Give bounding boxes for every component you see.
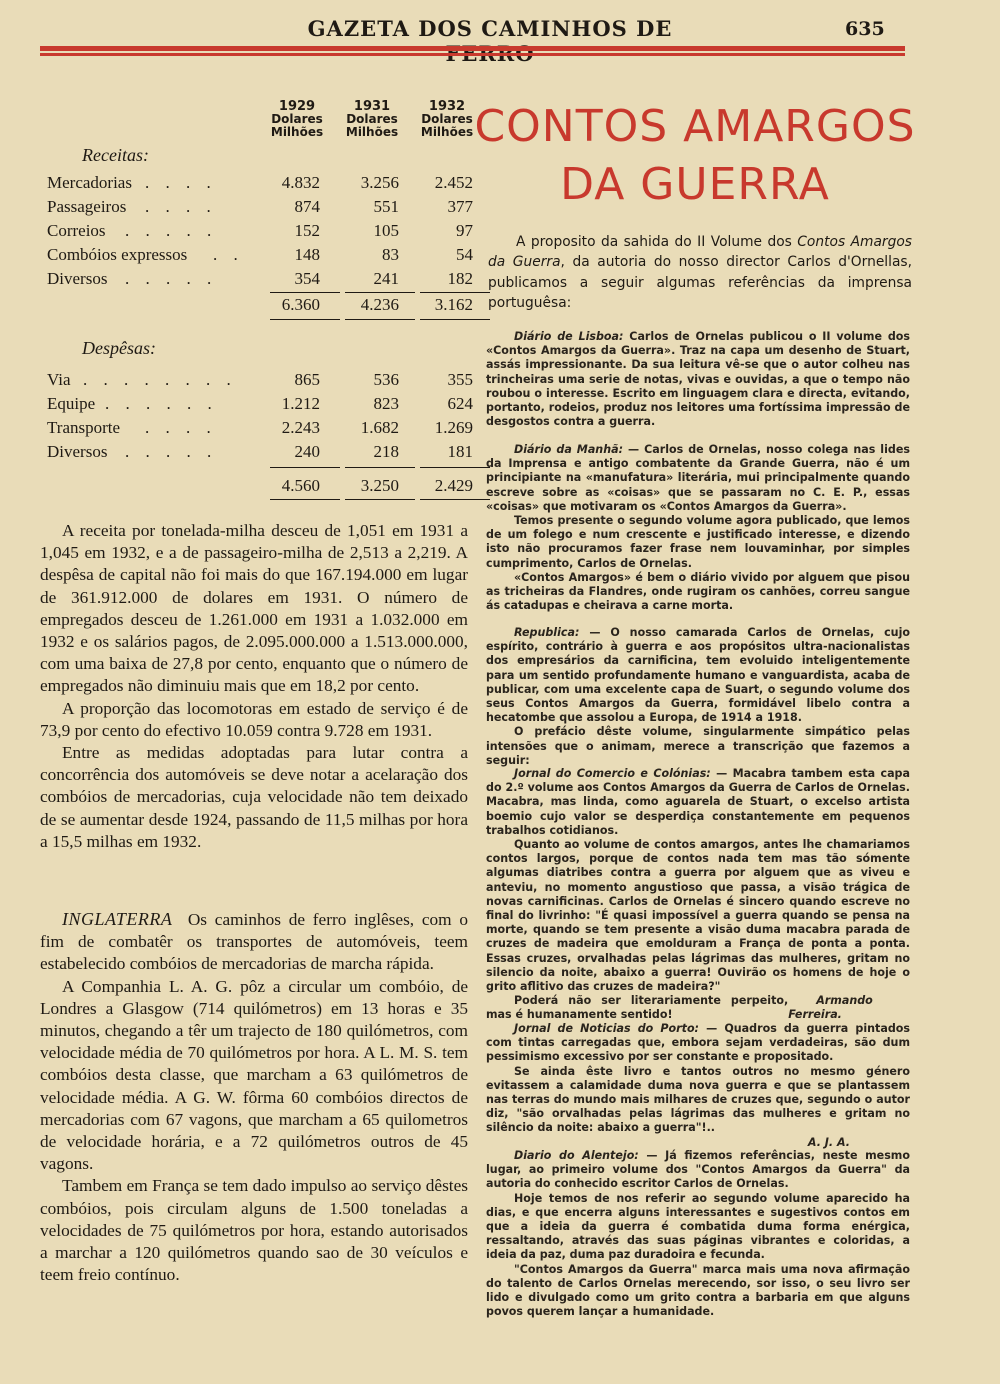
press-quote-diario-lisboa: Diário de Lisboa: Carlos de Ornelas publicou o II volume dos «Contos Amargos da Guerra». Traz na capa um desenho de Stuart, assás impressionante. Da sua leitura vê-se que o autor colheu nas trincheiras uma serie de notas, vivas e ouvidas, a que o tempo não roubou o interesse. Escrito em linguagem clara e directa, evitando, portanto, rodeios, produz nos leitores uma fortíssima impressão de desgostos contra a guerra. [486, 330, 910, 429]
column-header-1931: 1931 Dolares Milhões [345, 99, 399, 139]
column-header-1932: 1932 Dolares Milhões [420, 99, 474, 139]
article-title-line2: DA GUERRA [560, 159, 830, 210]
table-row: Equipe . . . . . . 1.212 823 624 [47, 394, 473, 413]
table-row: Passageiros . . . . 874 551 377 [47, 197, 473, 216]
paragraph: INGLATERRA Os caminhos de ferro inglêses, com o fim de combatêr os transportes de automóveis, teem estabelecido combóios de mercadorias de marcha rápida. [40, 909, 469, 974]
left-article-text [40, 520, 468, 853]
page-number: 635 [845, 18, 885, 40]
receitas-label: Receitas: [82, 145, 149, 165]
inglaterra-section [40, 908, 468, 1286]
total-underline [420, 319, 490, 320]
table-row: Mercadorias . . . . 4.832 3.256 2.452 [47, 173, 473, 192]
total-underline [345, 319, 415, 320]
press-quote-diario-manha: Diário da Manhã: — Carlos de Ornelas, nosso colega nas lides da Imprensa e antigo combatente da Grande Guerra, não é um principiante na «manufatura» literária, mui principalmente quando escreve sobre as «coisas» que se passaram no C. E. P., essas «coisas» que motivaram os «Contos Amargos da Guerra». Temos presente o segundo volume agora publicado, que lemos de um folego e num crescente e justificado interesse, e dizendo isto não procuramos fazer frase nem louvaminhar, por simples cumprimento, Carlos de Ornelas. «Contos Amargos» é bem o diário vivido por alguem que pisou as tricheiras da Flandres, onde rugiram os canhões, correu sangue ás catadupas e cheirava a carne morta. [486, 443, 910, 613]
total-underline [420, 499, 490, 500]
total-rule [270, 467, 340, 468]
table-row: Via . . . . . . . . 865 536 355 [47, 370, 473, 389]
press-quote-republica: Republica: — O nosso camarada Carlos de Ornelas, cujo espírito, contrário à guerra e aos propósitos ultra-nacionalistas dos empresários da carnificina, tem evoluido inteligentemente para um sentido profundamente humano e vanguardista, acaba de publicar, com uma excelente capa de Suart, o segundo volume dos seus Contos Amargos da Guerra, formidável libelo contra a hecatombe que assolou a Europa, de 1914 a 1918. O prefácio dêste volume, singularmente simpático pelas intensões que o animam, merece a transcrição que fazemos a seguir: [486, 626, 910, 767]
article-title-line1: CONTOS AMARGOS [474, 101, 916, 152]
paragraph: A Companhia L. A. G. pôz a circular um combóio, de Londres a Glasgow (714 quilómetros) em 13 horas e 35 minutos, chegando a têr um trajecto de 180 quilómetros, com velocidade média de 70 quilómetros por hora. A L. M. S. tem combóios desta classe, que marcham a 63 quilómetros de velocidade média. A G. W. fôrma 60 combóios directos de mercadorias com 67 vagons, que marcham a 65 quilometros de velocidade horária, e a 72 quilómetros outros de 45 vagons. [40, 976, 468, 1174]
article-intro: A proposito da sahida do II Volume dos Contos Amargos da Guerra, da autoria do nosso director Carlos d'Ornellas, publicamos a seguir algumas referências da imprensa portuguêsa: [488, 234, 912, 312]
running-header-title: GAZETA DOS CAMINHOS DE [307, 16, 673, 41]
press-quote-diario-alentejo: Diario do Alentejo: — Já fizemos referências, neste mesmo lugar, ao primeiro volume dos "Contos Amargos da Guerra" da autoria do conhecido escritor Carlos de Ornelas. Hoje temos de nos referir ao segundo volume aparecido ha dias, e que encerra alguns interessantes e sugestivos contos em que a ideia da guerra é combatida duma forma enérgica, ressaltando, através das suas páginas vibrantes e coloridas, a ideia da paz, duma paz duradoira e fecunda. "Contos Amargos da Guerra" marca mais uma nova afirmação do talento de Carlos Ornelas merecendo, sor isso, o seu livro ser lido e divulgado como um grito contra a barbaria em que alguns povos querem lançar a humanidade. [486, 1149, 910, 1319]
table-row: Combóios expressos . . 148 83 54 [47, 245, 473, 264]
header-rule-thin [40, 53, 905, 56]
paragraph: A receita por tonelada-milha desceu de 1,051 em 1931 a 1,045 em 1932, e a de passageiro-milha de 2,513 a 2,219. A despêsa de capital não foi mais do que 167.194.000 em lugar de 361.912.000 de dolares em 1931. O número de empregados desceu de 1.261.000 em 1931 a 1.032.000 em 1932 e os salários pagos, de 2.095.000.000 a 1.513.000.000, com uma baixa de 27,8 por cento, enquanto que o número de empregados não diminuiu mais que em 18,2 por cento. [40, 521, 468, 696]
paragraph: Tambem em França se tem dado impulso ao serviço dêstes combóios, pois circulam alguns de 1.500 toneladas a velocidades de 75 quilómetros por hora, estando autorisados a marchar a 120 quilómetros quando sao de 30 veículos e teem freio contínuo. [40, 1176, 468, 1285]
receitas-total-row: 6.360 4.236 3.162 [281, 295, 473, 314]
column-header-1929: 1929 Dolares Milhões [270, 99, 324, 139]
total-rule [345, 467, 415, 468]
total-underline [270, 319, 340, 320]
signature: A. J. A. [807, 1135, 850, 1149]
paragraph: Entre as medidas adoptadas para lutar contra a concorrência dos automóveis se deve notar a acelaração dos combóios de mercadorias, cuja velocidade não tem deixado de se aumentar desde 1924, passando de 11,5 milhas por hora a 15,5 milhas em 1932. [40, 743, 468, 851]
paragraph: A proporção das locomotoras em estado de serviço é de 73,9 por cento do efectivo 10.059 contra 9.728 em 1931. [40, 698, 468, 740]
despesas-label: Despêsas: [82, 338, 156, 358]
header-rule [40, 46, 905, 51]
despesas-total-row: 4.560 3.250 2.429 [281, 476, 473, 495]
table-row: Transporte . . . . 2.243 1.682 1.269 [47, 418, 473, 437]
press-quote-jornal-comercio: Jornal do Comercio e Colónias: — Macabra tambem esta capa do 2.º volume aos Contos Amargos da Guerra de Carlos de Ornelas. Macabra, mas linda, como aguarela de Stuart, o excelso artista boemio cujo valor se desperdiça constantemente em pequenos trabalhos cotidianos. Quanto ao volume de contos amargos, antes lhe chamariamos contos largos, porque de contos nada tem mas tão sómente algumas diatribes contra a guerra por alguem que as viveu e anteviu, no momento angustioso que passa, a visão trágica de novas carnificinas. Carlos de Ornelas é sincero quando escreve no final do livrinho: "É quasi impossível a guerra quando se pensa na morte, quando se tem presente a visão duma macabra parada de cruzes de madeira que emolduram a França de ponta a ponta. Essas cruzes, orvalhadas pelas lágrimas das mulheres, gritam no silencio da noite, abaixo a guerra! Ouvirão os homens de hoje o grito aflitivo das cruzes de madeira?" Poderá não ser literariamente perpeito, mas é humanamente sentido! Armando Ferreira. [486, 767, 910, 1022]
table-row: Diversos . . . . . 354 241 182 [47, 269, 473, 288]
table-row: Correios . . . . . 152 105 97 [47, 221, 473, 240]
total-rule [420, 467, 490, 468]
total-underline [345, 499, 415, 500]
table-row: Diversos . . . . . 240 218 181 [47, 442, 473, 461]
total-underline [270, 499, 340, 500]
press-quote-jornal-noticias: Jornal de Noticias do Porto: — Quadros da guerra pintados com tintas carregadas que, embora sejam verdadeiras, são dum pessimismo excessivo por ser constante e propositado. Se ainda êste livro e tantos outros no mesmo género evitassem a calamidade duma nova guerra e que se plantassem nas terras do mundo mais milhares de cruzes que, segundo o autor diz, "são orvalhadas pelas lágrimas das mulheres e gritam no silêncio da noite: abaixo a guerra"!.. A. J. A. [486, 1022, 910, 1149]
signature: Armando Ferreira. [788, 994, 873, 1022]
section-heading: INGLATERRA [62, 909, 173, 929]
